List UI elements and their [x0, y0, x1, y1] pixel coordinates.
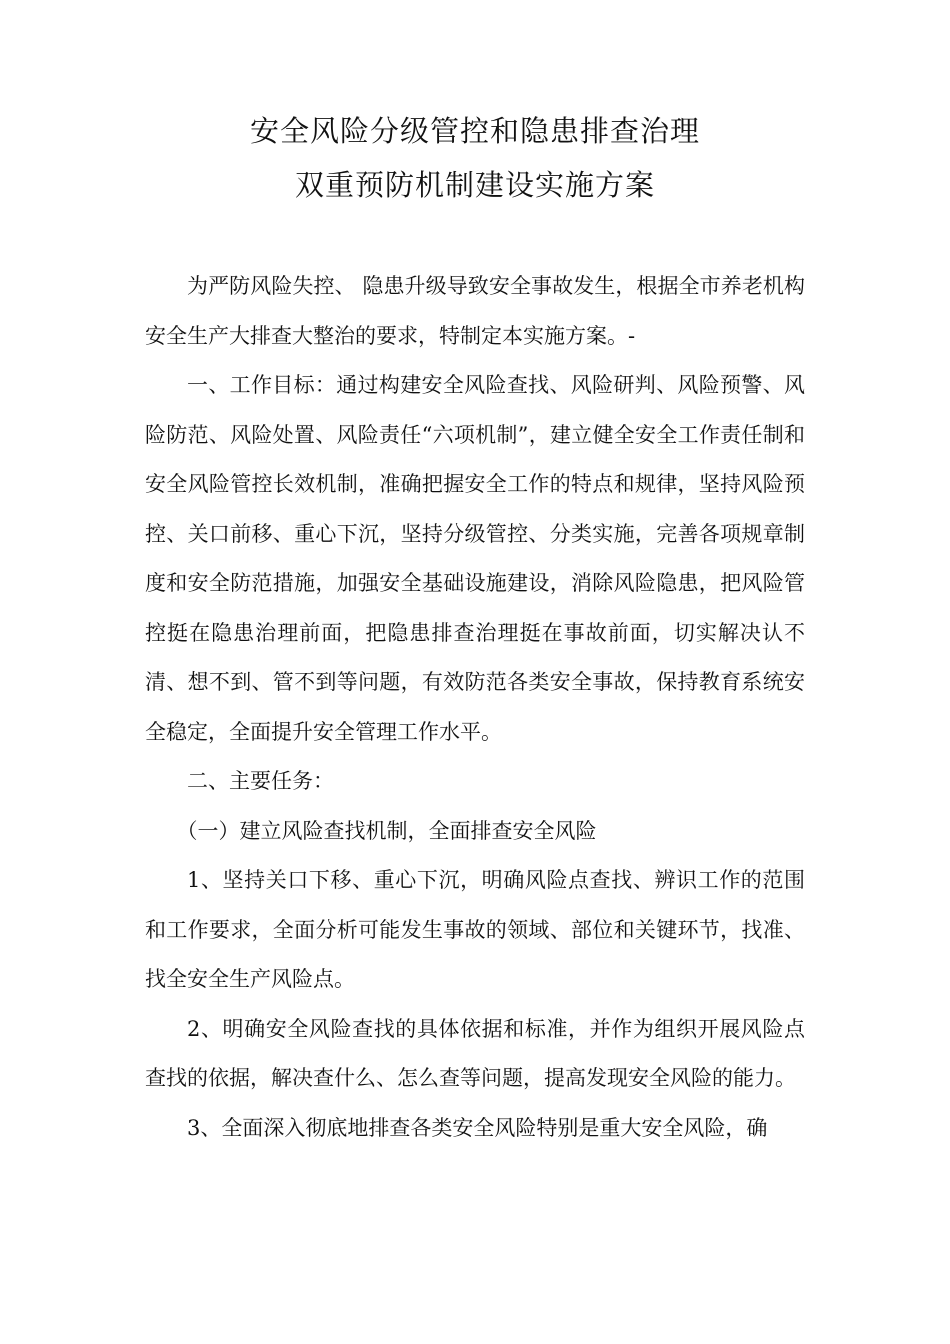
item-2-paragraph: 2、明确安全风险查找的具体依据和标准，并作为组织开展风险点查找的依据，解决查什么、怎么查等问题，提高发现安全风险的能力。 — [145, 1016, 805, 1090]
document-title — [0, 104, 950, 212]
title-line-2: 双重预防机制建设实施方案 — [294, 168, 655, 202]
section-work-goal: 一、工作目标：通过构建安全风险查找、风险研判、风险预警、风险防范、风险处置、风险责任“六项机制”，建立健全安全工作责任制和安全风险管控长效机制，准确把握安全工作的特点和规律，坚持风险预控、关口前移、重心下沉，坚持分级管控、分类实施，完善各项规章制度和安全防范措施，加强安全基础设施建设，消除风险隐患，把风险管控挺在隐患治理前面，把隐患排查治理挺在事故前面，切实解决认不清、想不到、管不到等问题，有效防范各类安全事故，保持教育系统安全稳定，全面提升安全管理工作水平。 — [145, 373, 805, 744]
subsection-risk-finding-heading: （一）建立风险查找机制，全面排查安全风险 — [176, 818, 597, 843]
intro-paragraph: 为严防风险失控、 隐患升级导致安全事故发生，根据全市养老机构安全生产大排查大整治的要求，特制定本实施方案。- — [145, 274, 805, 348]
document-body — [145, 262, 805, 1153]
item-1-paragraph: 1、坚持关口下移、重心下沉，明确风险点查找、辨识工作的范围和工作要求，全面分析可能发生事故的领域、部位和关键环节，找准、找全安全生产风险点。 — [145, 868, 805, 991]
section-main-tasks-heading: 二、主要任务： — [187, 769, 334, 793]
item-3-paragraph: 3、全面深入彻底地排查各类安全风险特别是重大安全风险，确 — [187, 1115, 768, 1140]
title-line-1: 安全风险分级管控和隐患排查治理 — [249, 114, 700, 148]
